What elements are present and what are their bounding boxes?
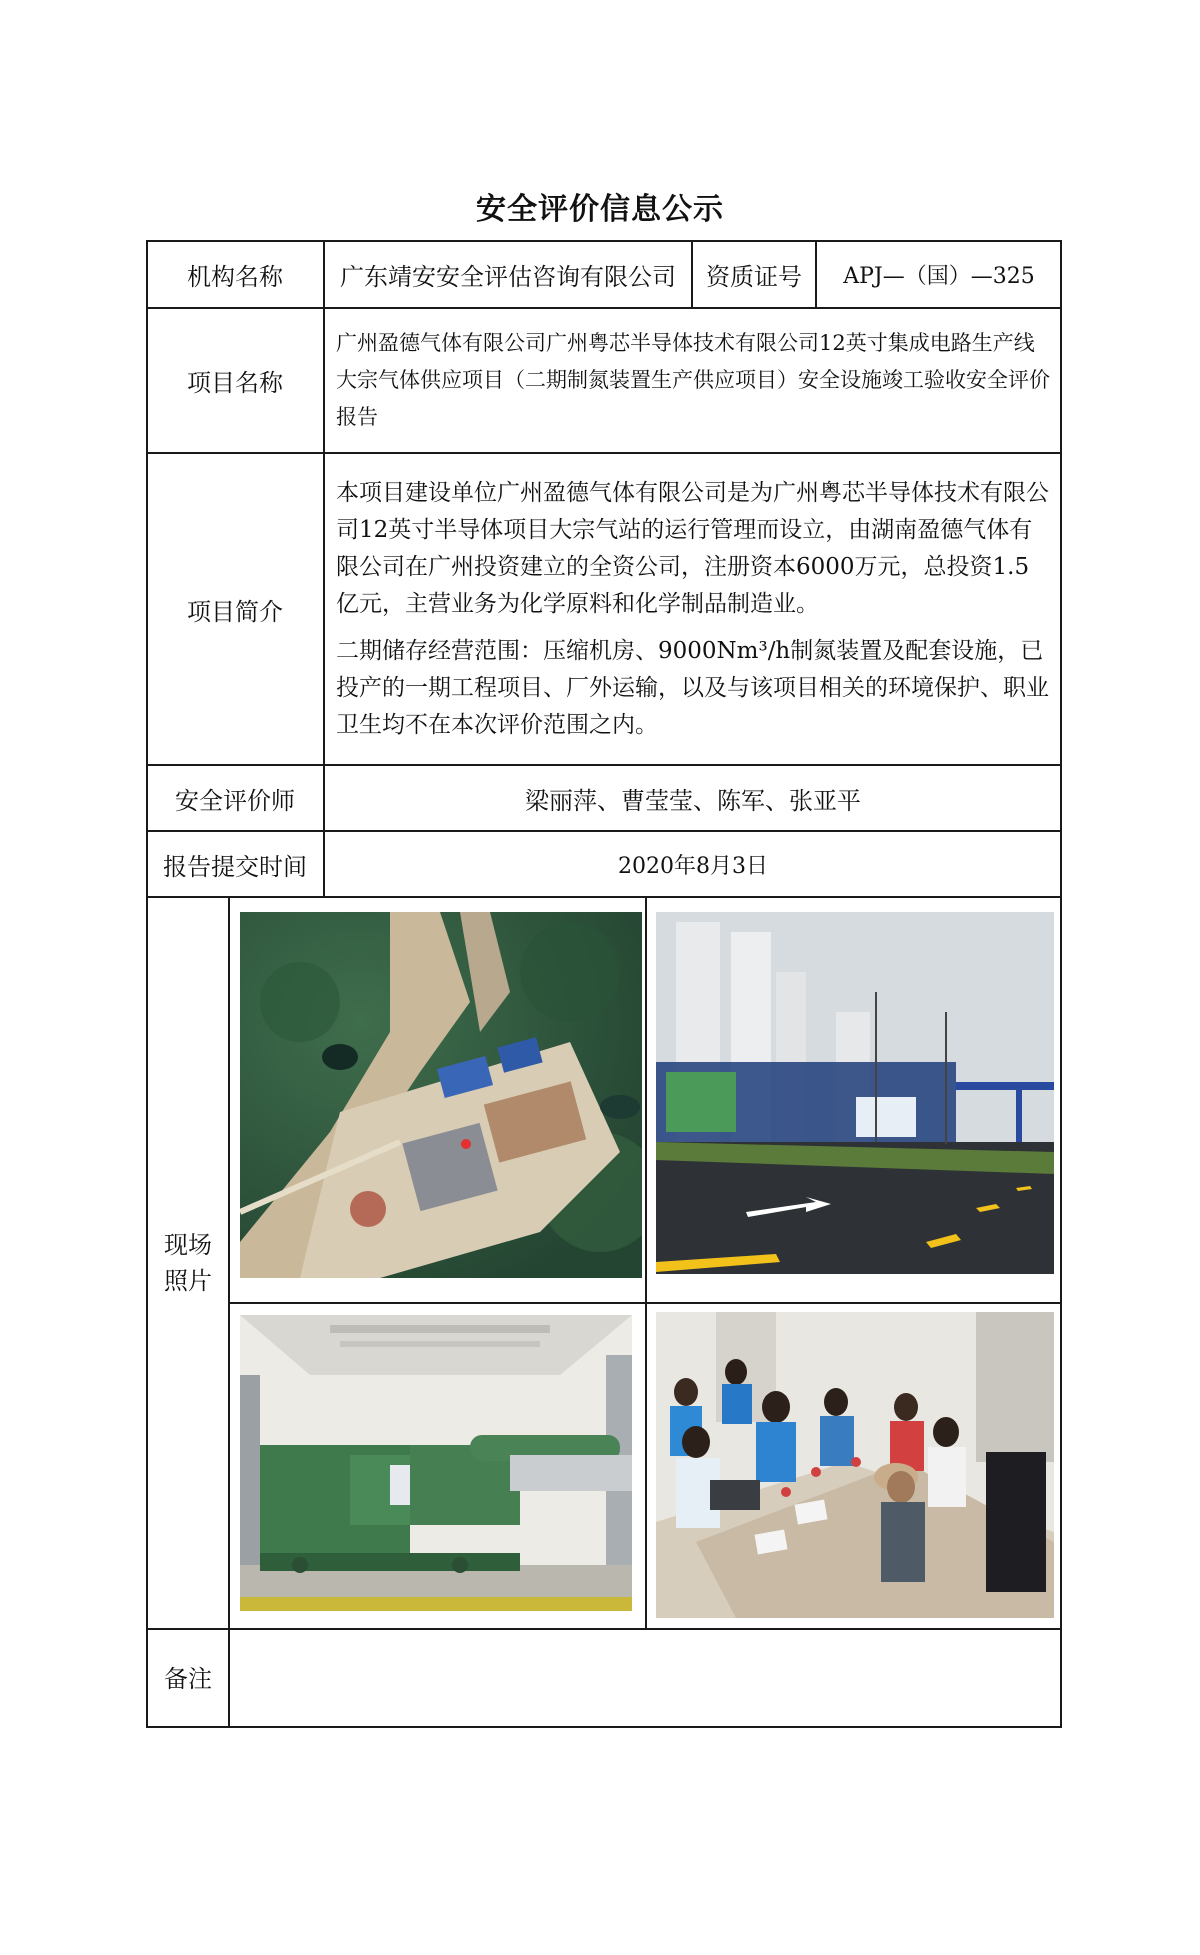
info-table xyxy=(146,240,1062,1728)
aerial-site-photo xyxy=(240,912,642,1278)
assessor-label: 安全评价师 xyxy=(175,786,295,815)
inspection-meeting-photo xyxy=(656,1312,1054,1618)
org-label: 机构名称 xyxy=(187,262,283,291)
intro-value xyxy=(324,453,1062,765)
project-label: 项目名称 xyxy=(187,369,283,397)
photos-label-line2: 照片 xyxy=(164,1267,212,1295)
gas-station-exterior-photo xyxy=(656,912,1054,1274)
photos-label xyxy=(146,897,229,1629)
assessor-value: 梁丽萍、曹莹莹、陈军、张亚平 xyxy=(525,786,861,815)
intro-paragraph-1: 本项目建设单位广州盈德气体有限公司是为广州粤芯半导体技术有限公司12英寸半导体项目大宗气站的运行管理而设立，由湖南盈德气体有限公司在广州投资建立的全资公司，注册资本6000万元，总投资1.5亿元，主营业务为化学原料和化学制品制造业。 xyxy=(336,479,1049,617)
remark-label: 备注 xyxy=(164,1664,212,1693)
org-value: 广东靖安安全评估咨询有限公司 xyxy=(340,262,676,291)
page-title: 安全评价信息公示 xyxy=(476,192,724,227)
intro-paragraph-2: 二期储存经营范围：压缩机房、9000Nm³/h制氮装置及配套设施，已投产的一期工程项目、厂外运输，以及与该项目相关的环境保护、职业卫生均不在本次评价范围之内。 xyxy=(336,637,1049,738)
date-label: 报告提交时间 xyxy=(163,852,307,881)
cert-value: APJ—（国）—325 xyxy=(843,263,1035,289)
photos-label-line1: 现场 xyxy=(164,1231,212,1259)
project-value: 广州盈德气体有限公司广州粤芯半导体技术有限公司12英寸集成电路生产线大宗气体供应项目（二期制氮装置生产供应项目）安全设施竣工验收安全评价报告 xyxy=(336,331,1050,429)
compressor-room-photo xyxy=(240,1315,632,1611)
date-value: 2020年8月3日 xyxy=(618,853,768,879)
remark-value xyxy=(229,1629,1062,1728)
intro-label: 项目简介 xyxy=(187,597,283,626)
cert-label: 资质证号 xyxy=(706,262,802,291)
